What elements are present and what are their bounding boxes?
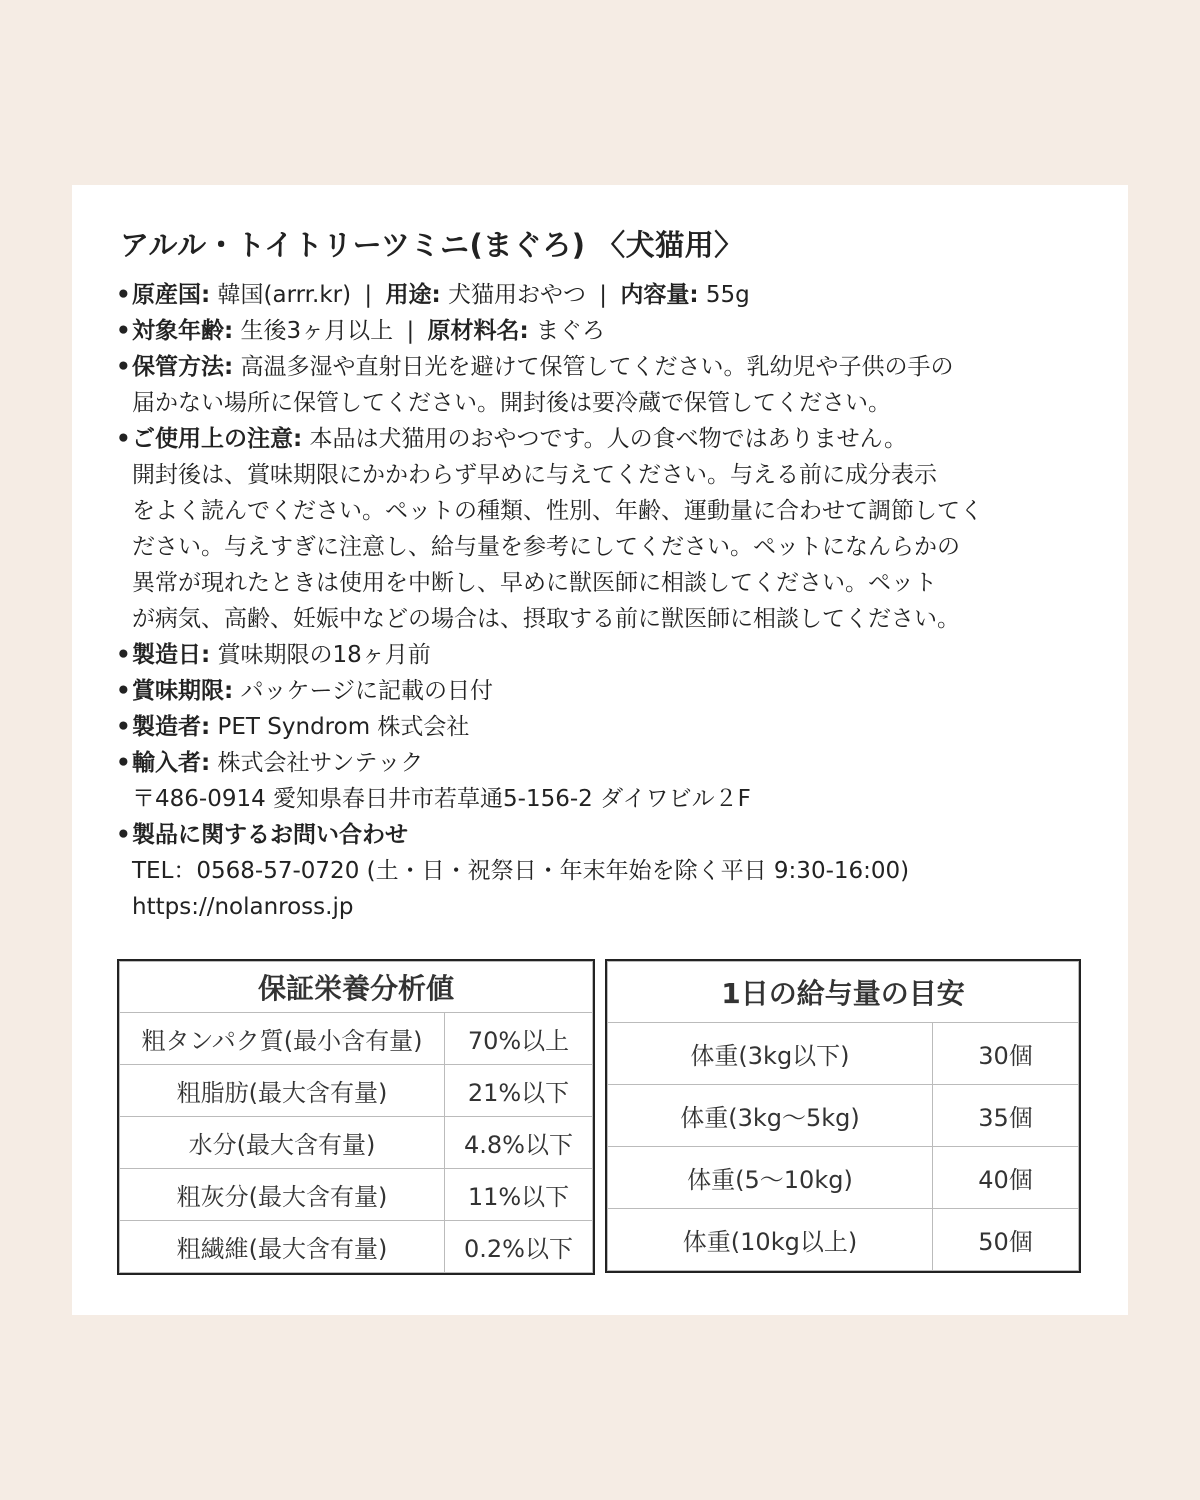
info-item-origin-use-content bbox=[116, 277, 1096, 313]
feeding-value: 30個 bbox=[933, 1023, 1079, 1085]
info-item-mfg-date bbox=[116, 637, 1096, 673]
nutrition-label: 粗繊維(最大含有量) bbox=[120, 1221, 445, 1273]
mfg-date-label: 製造日: bbox=[132, 642, 211, 668]
contact-label: 製品に関するお問い合わせ bbox=[132, 822, 408, 848]
nutrition-table-header: 保証栄養分析値 bbox=[120, 962, 593, 1013]
mfg-date-value: 賞味期限の18ヶ月前 bbox=[217, 642, 431, 668]
separator: | bbox=[599, 282, 608, 308]
table-row bbox=[120, 1013, 593, 1065]
nutrition-value: 21%以下 bbox=[445, 1065, 593, 1117]
caution-value-3: をよく読んでください。ペットの種類、性別、年齢、運動量に合わせて調節してく bbox=[132, 498, 983, 524]
storage-label: 保管方法: bbox=[132, 354, 234, 380]
feeding-value: 50個 bbox=[933, 1209, 1079, 1271]
expiry-value: パッケージに記載の日付 bbox=[240, 678, 494, 704]
nutrition-table bbox=[119, 961, 593, 1273]
nutrition-label: 粗脂肪(最大含有量) bbox=[120, 1065, 445, 1117]
feeding-value: 35個 bbox=[933, 1085, 1079, 1147]
table-row bbox=[608, 1085, 1079, 1147]
maker-label: 製造者: bbox=[132, 714, 211, 740]
product-info-list bbox=[116, 277, 1096, 925]
caution-label: ご使用上の注意: bbox=[132, 426, 303, 452]
separator: | bbox=[406, 318, 415, 344]
nutrition-label: 粗灰分(最大含有量) bbox=[120, 1169, 445, 1221]
caution-value-2: 開封後は、賞味期限にかかわらず早めに与えてください。与える前に成分表示 bbox=[132, 462, 937, 488]
info-item-contact bbox=[116, 817, 1096, 853]
info-item-expiry bbox=[116, 673, 1096, 709]
material-value: まぐろ bbox=[536, 318, 606, 344]
contact-tel: TEL：0568-57-0720 (土・日・祝祭日・年末年始を除く平日 9:30-16:00) bbox=[132, 858, 910, 884]
nutrition-value: 70%以上 bbox=[445, 1013, 593, 1065]
feeding-table-header: 1日の給与量の目安 bbox=[608, 962, 1079, 1023]
nutrition-value: 11%以下 bbox=[445, 1169, 593, 1221]
feeding-value: 40個 bbox=[933, 1147, 1079, 1209]
separator: | bbox=[364, 282, 373, 308]
importer-address: 〒486-0914 愛知県春日井市若草通5-156-2 ダイワビル２F bbox=[132, 786, 751, 812]
caution-value-4: ださい。与えすぎに注意し、給与量を参考にしてください。ペットになんらかの bbox=[132, 534, 960, 560]
importer-value: 株式会社サンテック bbox=[217, 750, 424, 776]
info-item-age-material bbox=[116, 313, 1096, 349]
nutrition-value: 4.8%以下 bbox=[445, 1117, 593, 1169]
storage-value-2: 届かない場所に保管してください。開封後は要冷蔵で保管してください。 bbox=[132, 390, 891, 416]
table-row bbox=[120, 1117, 593, 1169]
table-row bbox=[608, 1209, 1079, 1271]
use-value: 犬猫用おやつ bbox=[447, 282, 586, 308]
feeding-label: 体重(3kg～5kg) bbox=[608, 1085, 933, 1147]
contact-url: https://nolanross.jp bbox=[132, 894, 354, 920]
product-title: アルル・トイトリーツミニ(まぐろ) 〈犬猫用〉 bbox=[120, 228, 744, 262]
origin-label: 原産国: bbox=[132, 282, 211, 308]
feeding-label: 体重(3kg以下) bbox=[608, 1023, 933, 1085]
caution-value-5: 異常が現れたときは使用を中断し、早めに獣医師に相談してください。ペット bbox=[132, 570, 937, 596]
storage-value-1: 高温多湿や直射日光を避けて保管してください。乳幼児や子供の手の bbox=[240, 354, 954, 380]
info-item-maker bbox=[116, 709, 1096, 745]
caution-value-1: 本品は犬猫用のおやつです。人の食べ物ではありません。 bbox=[309, 426, 908, 452]
table-row bbox=[120, 1065, 593, 1117]
nutrition-label: 粗タンパク質(最小含有量) bbox=[120, 1013, 445, 1065]
content-value: 55g bbox=[705, 282, 750, 308]
info-item-importer bbox=[116, 745, 1096, 781]
importer-label: 輸入者: bbox=[132, 750, 211, 776]
table-row bbox=[120, 1169, 593, 1221]
feeding-table bbox=[607, 961, 1079, 1271]
use-label: 用途: bbox=[385, 282, 441, 308]
info-item-caution bbox=[116, 421, 1096, 457]
product-info-card bbox=[72, 185, 1128, 1315]
caution-value-6: が病気、高齢、妊娠中などの場合は、摂取する前に獣医師に相談してください。 bbox=[132, 606, 960, 632]
content-label: 内容量: bbox=[620, 282, 699, 308]
info-item-storage bbox=[116, 349, 1096, 385]
origin-value: 韓国(arrr.kr) bbox=[217, 282, 352, 308]
feeding-label: 体重(10kg以上) bbox=[608, 1209, 933, 1271]
expiry-label: 賞味期限: bbox=[132, 678, 234, 704]
material-label: 原材料名: bbox=[427, 318, 529, 344]
maker-value: PET Syndrom 株式会社 bbox=[217, 714, 470, 740]
nutrition-label: 水分(最大含有量) bbox=[120, 1117, 445, 1169]
feeding-label: 体重(5～10kg) bbox=[608, 1147, 933, 1209]
table-row bbox=[608, 1023, 1079, 1085]
age-value: 生後3ヶ月以上 bbox=[240, 318, 394, 344]
table-row bbox=[120, 1221, 593, 1273]
nutrition-value: 0.2%以下 bbox=[445, 1221, 593, 1273]
age-label: 対象年齢: bbox=[132, 318, 234, 344]
table-row bbox=[608, 1147, 1079, 1209]
